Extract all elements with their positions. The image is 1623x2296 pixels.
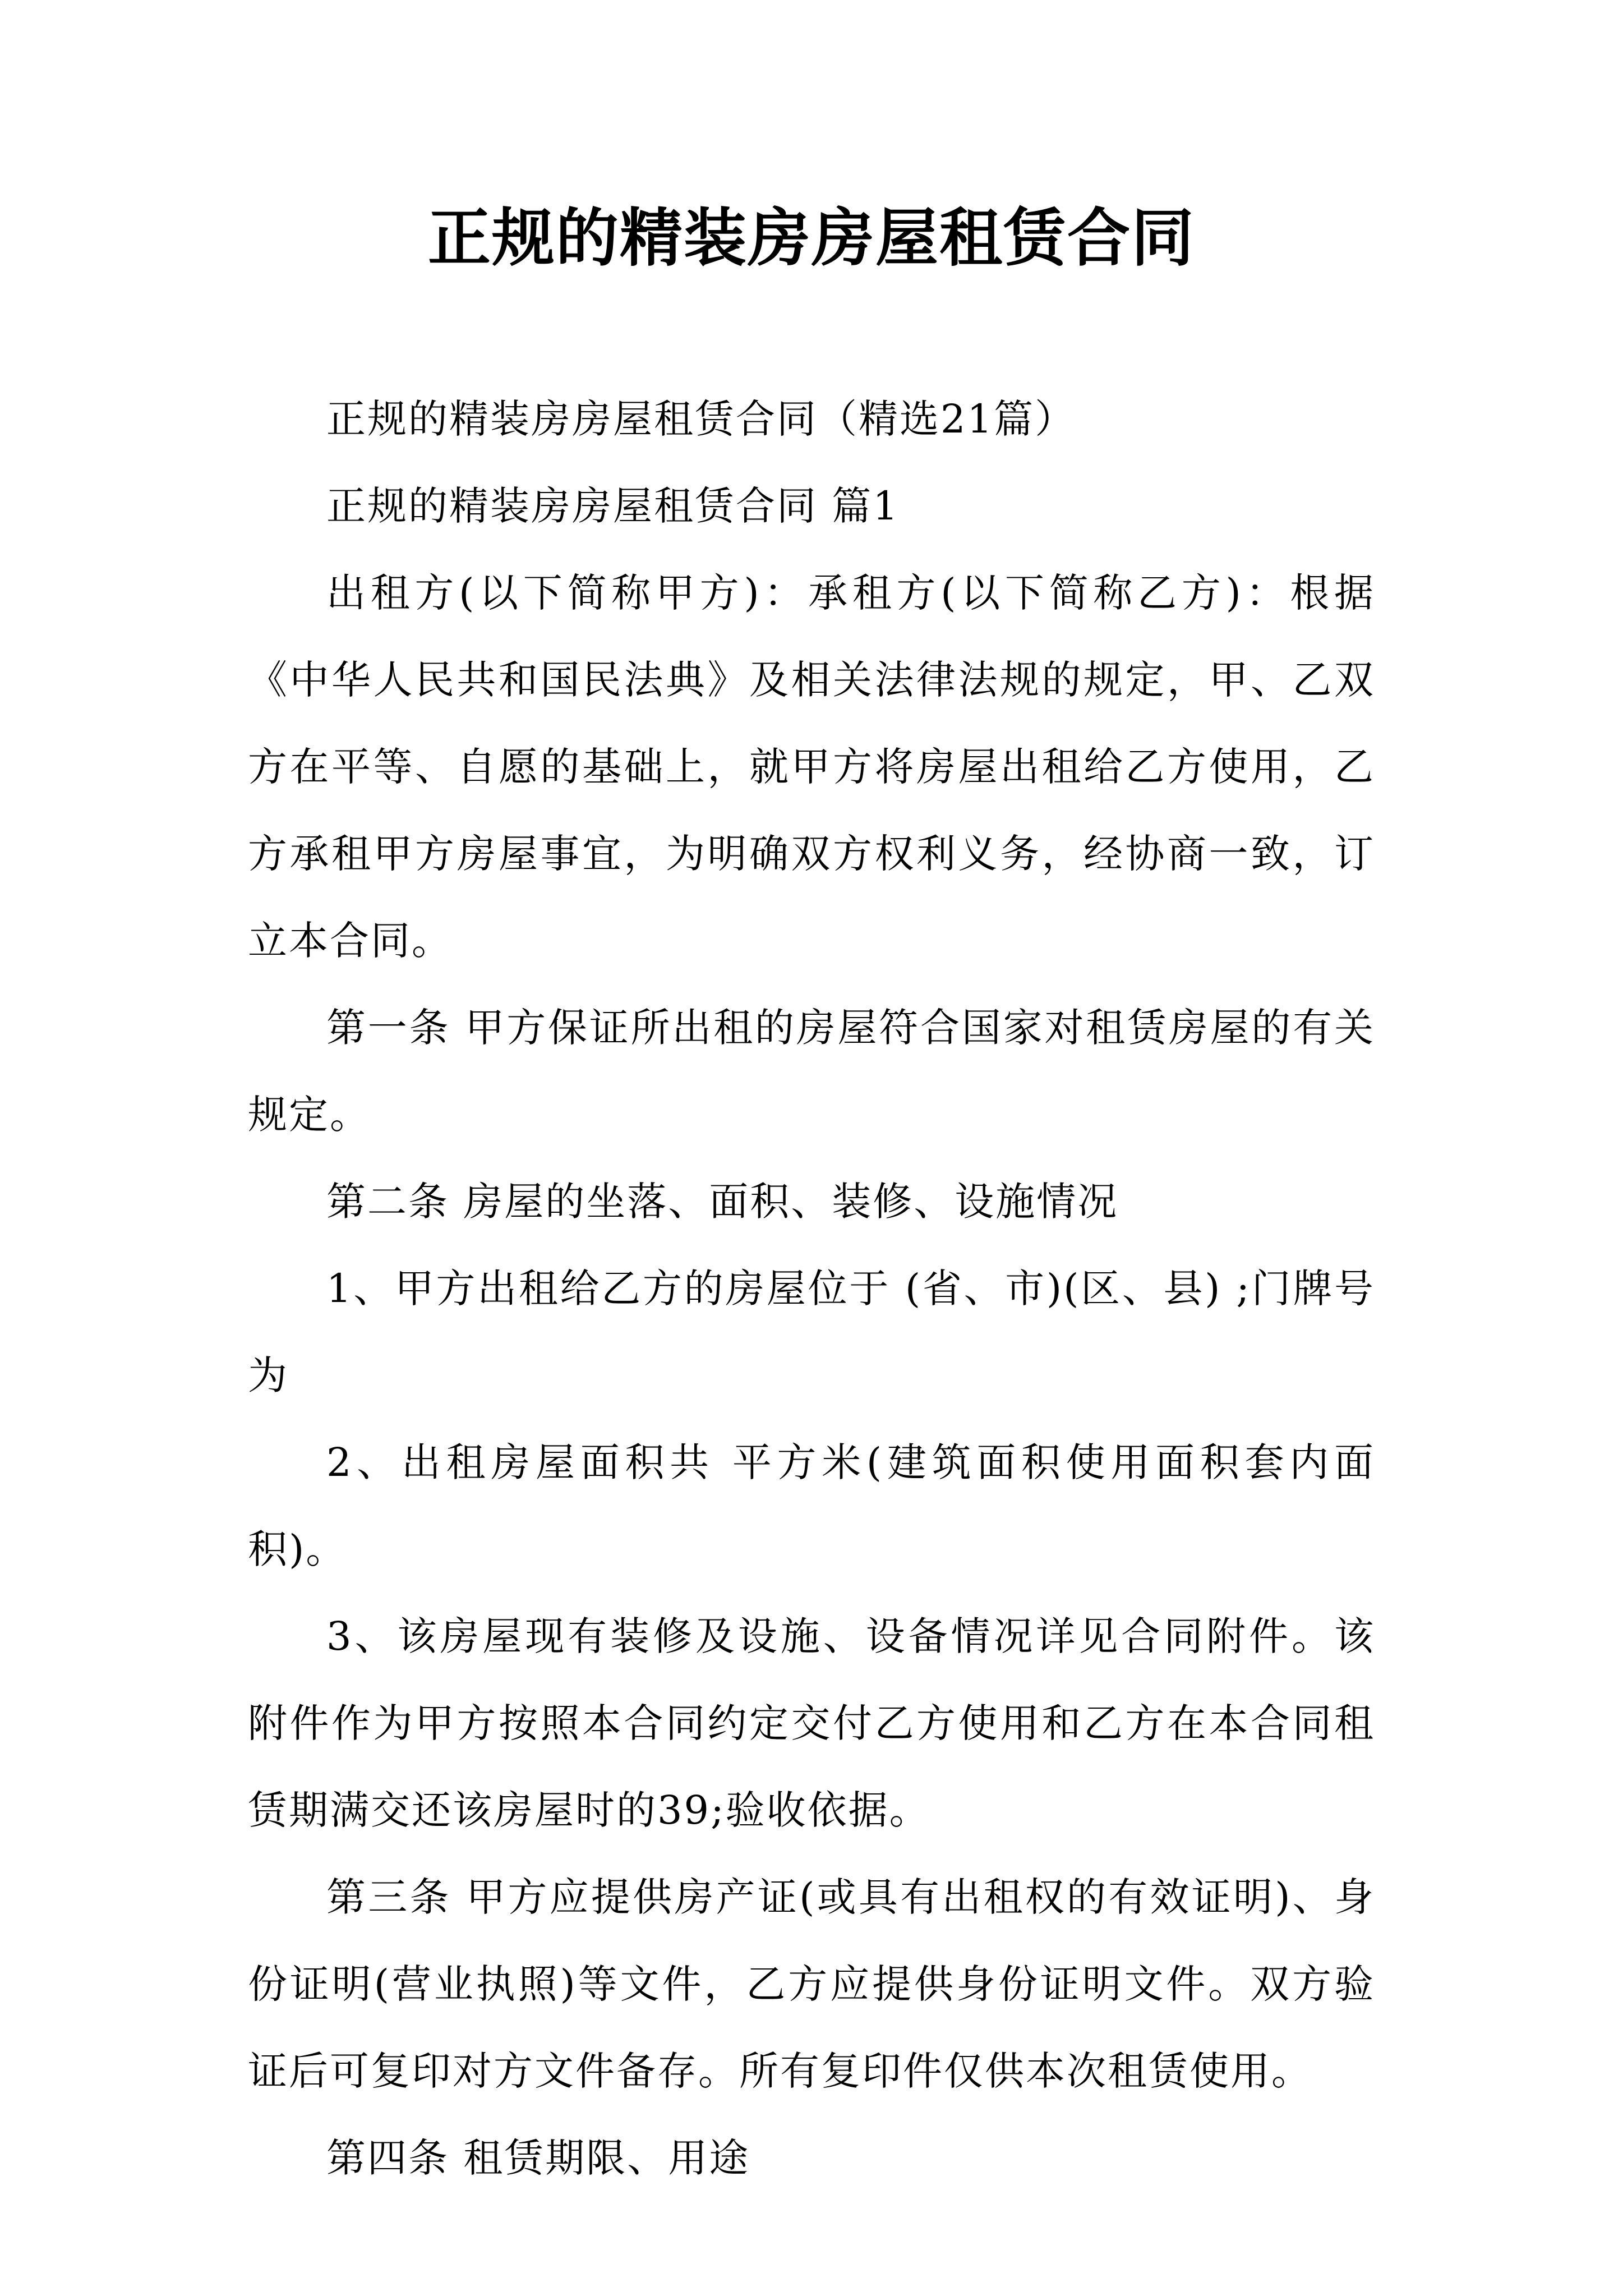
paragraph-collection-heading: 正规的精装房房屋租赁合同（精选21篇） <box>326 396 1076 442</box>
document-body <box>248 376 1375 2202</box>
paragraph-article-3: 第三条 甲方应提供房产证(或具有出租权的有效证明)、身份证明(营业执照)等文件，乙方应提供身份证明文件。双方验证后可复印对方文件备存。所有复印件仅供本次租赁使用。 <box>248 1874 1375 2094</box>
paragraph-preamble: 出租方(以下简称甲方)：承租方(以下简称乙方)：根据《中华人民共和国民法典》及相关法律法规的规定，甲、乙双方在平等、自愿的基础上，就甲方将房屋出租给乙方使用，乙方承租甲方房屋事宜，为明确双方权利义务，经协商一致，订立本合同。 <box>248 570 1375 964</box>
paragraph-article-2-item-1: 1、甲方出租给乙方的房屋位于 (省、市)(区、县) ;门牌号为 <box>248 1266 1375 1398</box>
document-title: 正规的精装房房屋租赁合同 <box>428 201 1195 275</box>
paragraph-article-2: 第二条 房屋的坐落、面积、装修、设施情况 <box>326 1179 1119 1225</box>
paragraph-article-1: 第一条 甲方保证所出租的房屋符合国家对租赁房屋的有关规定。 <box>248 1005 1375 1138</box>
paragraph-article-2-item-2: 2、出租房屋面积共 平方米(建筑面积使用面积套内面积)。 <box>248 1439 1375 1572</box>
paragraph-chapter-heading: 正规的精装房房屋租赁合同 篇1 <box>326 483 900 529</box>
paragraph-article-2-item-3: 3、该房屋现有装修及设施、设备情况详见合同附件。该附件作为甲方按照本合同约定交付乙方使用和乙方在本合同租赁期满交还该房屋时的39;验收依据。 <box>248 1613 1375 1833</box>
paragraph-article-4: 第四条 租赁期限、用途 <box>326 2135 750 2181</box>
